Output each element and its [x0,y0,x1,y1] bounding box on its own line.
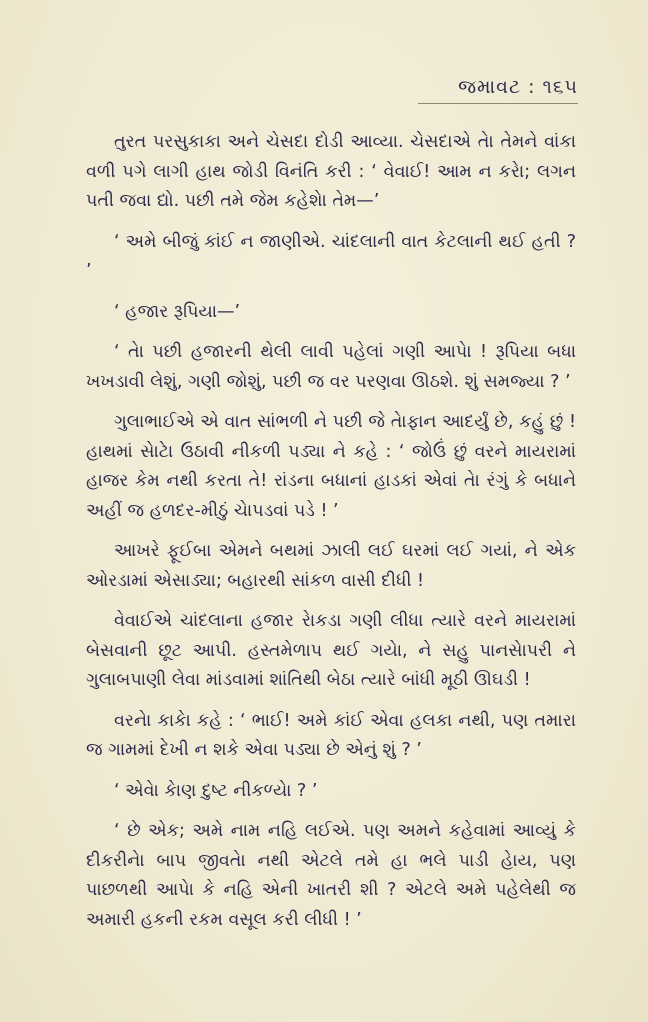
paragraph: ‘ એવેા કેાણ દુષ્ટ નીકળ્યેા ? ’ [114,780,318,801]
paragraph: તુરત પરસુકાકા અને ચેસદા દોડી આવ્યા. ચેસદાએ તેા તેમને વાંકા વળી પગે લાગી હાથ જોડી વિનંતિ કરી : ‘ વેવાઈ! આમ ન કરેા; લગન પતી જવા દ્યો. પછી તમે જેમ કહેશેા તેમ—’ [86,132,576,211]
paragraph: વેવાઈએ ચાંદલાના હજાર રેાકડા ગણી લીધા ત્યારે વરને માયરામાં બેસવાની છૂટ આપી. હસ્તમેળાપ થઈ ગયેા, ને સહુ પાનસેાપરી ને ગુલાબપાણી લેવા માંડવામાં શાંતિથી બેઠા ત્યારે બાંધી મૂઠી ઊઘડી ! [86,611,576,690]
paragraph: ‘ છે એક; અમે નામ નહિ લઈએ. પણ અમને કહેવામાં આવ્યું કે દીકરીનેા બાપ જીવતેા નથી એટલે તમે હા ભલે પાડી હેાય, પણ પાછળથી આપેા કે નહિ એની ખાતરી શી ? એટલે અમે પહેલેથી જ અમારી હકની રકમ વસૂલ કરી લીધી ! ’ [86,821,576,930]
paragraph: વરનેા કાકેા કહે : ‘ ભાઈ! અમે કાંઈ એવા હલકા નથી, પણ તમારા જ ગામમાં દેખી ન શકે એવા પડ્યા છે એનું શું ? ’ [86,710,576,760]
header-rule [418,103,578,104]
paragraph: ‘ અમે બીજું કાંઈ ન જાણીએ. ચાંદલાની વાત કેટલાની થઈ હતી ? ’ [86,231,576,281]
page-body [86,128,576,946]
paragraph: ‘ હજાર રૂપિયા—’ [114,301,241,322]
running-head: જમાવટ : ૧૬૫ [458,76,578,98]
paragraph: ‘ તેા પછી હજારની થેલી લાવી પહેલાં ગણી આપેા ! રૂપિયા બધા ખખડાવી લેશું, ગણી જોશું, પછી જ વર પરણવા ઊઠશે. શું સમજ્યા ? ’ [86,342,576,392]
paragraph: ગુલાભાઈએ એ વાત સાંભળી ને પછી જે તેાફાન આદર્યું છે, કહું છું ! હાથમાં સેાટેા ઉઠાવી નીકળી પડ્યા ને કહે : ‘ જોઉં છું વરને માયરામાં હાજર કેમ નથી કરતા તે! રાંડના બધાનાં હાડકાં એવાં તેા રંગું કે બધાને અહીં જ હળદર-મીઠું ચેાપડવાં પડે ! ’ [86,412,576,521]
paragraph: આખરે ફૂઈબા એમને બથમાં ઝાલી લઈ ઘરમાં લઈ ગયાં, ને એક ઓરડામાં એસાડ્યા; બહારથી સાંકળ વાસી દીધી ! [86,541,576,591]
